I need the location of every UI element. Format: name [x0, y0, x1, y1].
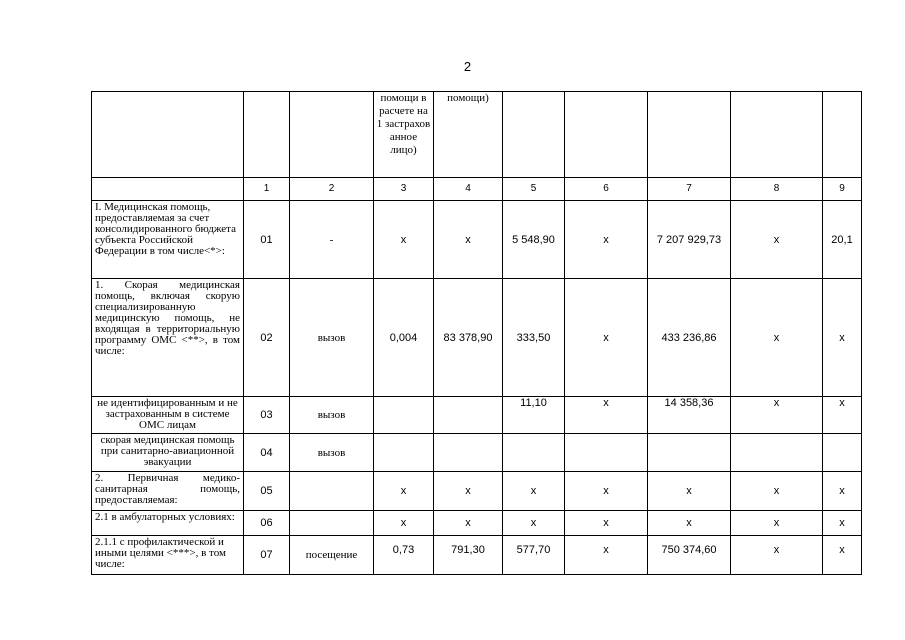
row-code: 01: [244, 201, 290, 279]
cell-c3: x: [374, 511, 434, 536]
cell-c8: x: [731, 397, 823, 434]
cell-c6: x: [565, 397, 648, 434]
row-name: скорая медицинская помощь при санитарно-авиационной эвакуации: [92, 434, 244, 472]
header-row: [92, 92, 862, 178]
table-row: [92, 511, 862, 536]
column-number: 4: [434, 178, 503, 201]
row-code: 07: [244, 536, 290, 575]
table-row: [92, 201, 862, 279]
cell-c8: x: [731, 201, 823, 279]
cell-c3: [374, 434, 434, 472]
table-row: [92, 434, 862, 472]
cell-c7: x: [648, 511, 731, 536]
row-unit: вызов: [290, 279, 374, 397]
row-code: 05: [244, 472, 290, 511]
header-cell-6: [565, 92, 648, 178]
cell-c7: 7 207 929,73: [648, 201, 731, 279]
cell-c4: x: [434, 511, 503, 536]
cell-c4: 791,30: [434, 536, 503, 575]
row-code: 06: [244, 511, 290, 536]
cell-c3: [374, 397, 434, 434]
cell-c9: 20,1: [823, 201, 862, 279]
row-name: I. Медицинская помощь, предоставляемая за счет консолидированного бюджета субъекта Российской Федерации в том числе<*>:: [92, 201, 244, 279]
cell-c3: x: [374, 472, 434, 511]
row-name: 2. Первичная медико-санитарная помощь, предоставляемая:: [92, 472, 244, 511]
row-name: 2.1.1 с профилактической и иными целями <***>, в том числе:: [92, 536, 244, 575]
column-number: 1: [244, 178, 290, 201]
cell-c8: x: [731, 279, 823, 397]
cell-c6: [565, 434, 648, 472]
header-cell-2: [290, 92, 374, 178]
cell-c7: 433 236,86: [648, 279, 731, 397]
cell-c9: x: [823, 397, 862, 434]
cell-c6: x: [565, 536, 648, 575]
row-name: 2.1 в амбулаторных условиях:: [92, 511, 244, 536]
cell-c8: x: [731, 472, 823, 511]
cell-c9: x: [823, 279, 862, 397]
row-unit: [290, 511, 374, 536]
cell-c5: 11,10: [503, 397, 565, 434]
header-cell-name: [92, 92, 244, 178]
column-number: 8: [731, 178, 823, 201]
cell-c7: x: [648, 472, 731, 511]
cell-c5: 577,70: [503, 536, 565, 575]
cell-c5: 333,50: [503, 279, 565, 397]
table-row: [92, 279, 862, 397]
row-name: 1. Скорая медицинская помощь, включая скорую специализированную медицинскую помощь, не входящая в территориальную программу ОМС <**>, в том числе:: [92, 279, 244, 397]
cell-c6: x: [565, 472, 648, 511]
column-number: 9: [823, 178, 862, 201]
cell-c3: 0,73: [374, 536, 434, 575]
row-code: 02: [244, 279, 290, 397]
table-row: [92, 397, 862, 434]
cell-c6: x: [565, 511, 648, 536]
cell-c8: x: [731, 536, 823, 575]
cell-c8: [731, 434, 823, 472]
column-number: 3: [374, 178, 434, 201]
column-number: 6: [565, 178, 648, 201]
cell-c6: x: [565, 279, 648, 397]
row-code: 03: [244, 397, 290, 434]
cell-c3: x: [374, 201, 434, 279]
header-cell-4: помощи): [434, 92, 503, 178]
row-unit: [290, 472, 374, 511]
column-number: [92, 178, 244, 201]
row-unit: вызов: [290, 397, 374, 434]
table-row: [92, 536, 862, 575]
column-number: 7: [648, 178, 731, 201]
column-number: 2: [290, 178, 374, 201]
cell-c5: 5 548,90: [503, 201, 565, 279]
cell-c6: x: [565, 201, 648, 279]
header-cell-9: [823, 92, 862, 178]
column-number: 5: [503, 178, 565, 201]
cell-c3: 0,004: [374, 279, 434, 397]
cell-c5: x: [503, 472, 565, 511]
cell-c9: [823, 434, 862, 472]
row-name: не идентифицированным и не застрахованным в системе ОМС лицам: [92, 397, 244, 434]
header-cell-1: [244, 92, 290, 178]
cell-c8: x: [731, 511, 823, 536]
row-code: 04: [244, 434, 290, 472]
cell-c4: [434, 397, 503, 434]
column-number-row: [92, 178, 862, 201]
cell-c7: 14 358,36: [648, 397, 731, 434]
cell-c4: [434, 434, 503, 472]
header-cell-5: [503, 92, 565, 178]
cell-c7: 750 374,60: [648, 536, 731, 575]
budget-table: [91, 91, 862, 575]
cell-c5: [503, 434, 565, 472]
page-number: 2: [463, 59, 472, 74]
table-row: [92, 472, 862, 511]
cell-c4: 83 378,90: [434, 279, 503, 397]
cell-c9: x: [823, 472, 862, 511]
header-cell-8: [731, 92, 823, 178]
header-cell-7: [648, 92, 731, 178]
cell-c7: [648, 434, 731, 472]
cell-c4: x: [434, 472, 503, 511]
cell-c5: x: [503, 511, 565, 536]
row-unit: вызов: [290, 434, 374, 472]
cell-c9: x: [823, 511, 862, 536]
row-unit: посещение: [290, 536, 374, 575]
row-unit: -: [290, 201, 374, 279]
header-cell-3: помощи в расчете на 1 застрахов анное лицо): [374, 92, 434, 178]
cell-c4: x: [434, 201, 503, 279]
cell-c9: x: [823, 536, 862, 575]
